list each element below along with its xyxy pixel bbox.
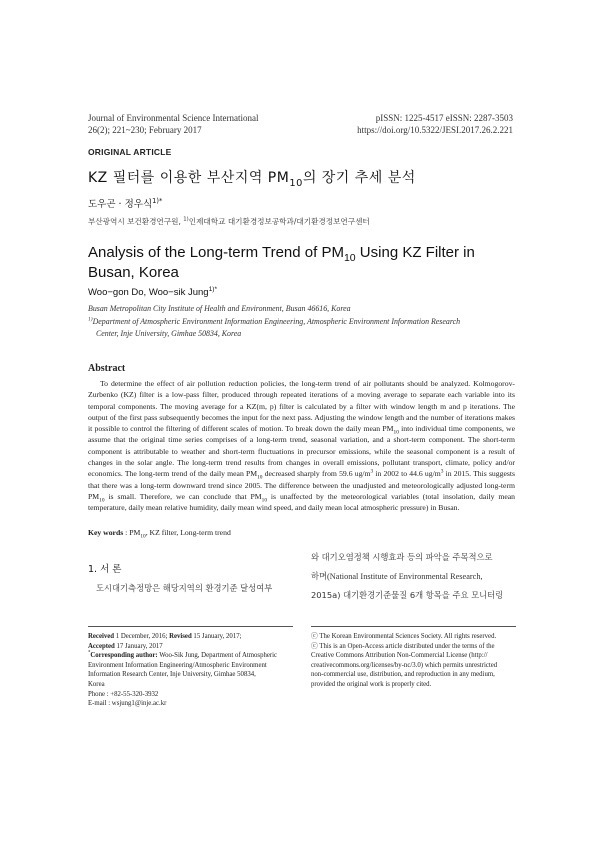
- korean-affiliation: [88, 216, 370, 227]
- abstract-text-7: is unaffected by the meteorological variables (total insolation, daily mean temperature, daily mean relative humidity, daily mean wind speed, and daily mean local atmospheric pressure) in Busan.: [88, 491, 515, 513]
- corresponding-line: Environment Information Engineering/Atmospheric Environment: [88, 661, 267, 669]
- journal-header: [88, 112, 258, 136]
- english-title-line1: [88, 243, 475, 263]
- affiliation-1: Busan Metropolitan City Institute of Health and Environment, Busan 46616, Korea: [88, 304, 351, 313]
- abstract-text-4: in 2002 to 44.6 ug/m: [373, 469, 441, 479]
- english-authors: [88, 287, 217, 298]
- accepted-line: [88, 642, 295, 652]
- journal-name: Journal of Environmental Science International: [88, 113, 259, 123]
- revised-label: Revised: [169, 633, 192, 640]
- footnote-rule-right: [311, 626, 516, 627]
- abstract-sup-3: 3: [370, 468, 374, 475]
- english-authors-text: Woo−gon Do, Woo−sik Jung: [88, 287, 209, 298]
- revised-date: 15 January, 2017;: [191, 633, 242, 640]
- corresponding-text: Woo-Sik Jung, Department of Atmospheric: [157, 652, 278, 660]
- english-title: [88, 243, 475, 283]
- affiliation-2-sup: 1): [88, 315, 93, 322]
- received-date: 1 December, 2016;: [114, 633, 170, 640]
- license-line: provided the original work is properly cited.: [311, 680, 432, 688]
- license-line: non-commercial use, distribution, and reproduction in any medium,: [311, 671, 495, 679]
- corresponding-sup: *: [88, 650, 91, 656]
- doi-link[interactable]: https://doi.org/10.5322/JESI.2017.26.2.221: [357, 125, 513, 135]
- english-title-post: Using KZ Filter in: [355, 244, 475, 261]
- body-right-line: 하며(National Institute of Environmental Research,: [311, 572, 483, 581]
- corresponding-line: Information Research Center, Inje University, Gimhae 50834,: [88, 671, 256, 679]
- abstract-body: [88, 378, 515, 514]
- body-left-column: [88, 579, 293, 598]
- korean-title-text-end: 의 장기 추세 분석: [302, 170, 416, 186]
- abstract-text-3: decreased sharply from 59.6 ug/m: [262, 469, 371, 479]
- body-right-line: 와 대기오염정책 시행효과 등의 파악을 주목적으로: [311, 552, 493, 562]
- keywords: [88, 528, 231, 540]
- abstract-sub-2: 10: [257, 474, 263, 481]
- license-line: creativecommons.org/licenses/by-nc/3.0) which permits unrestricted: [311, 661, 498, 669]
- footnote-right: [311, 632, 518, 690]
- corresponding-line: [88, 651, 295, 661]
- abstract-sub-5: 10: [99, 497, 105, 504]
- korean-authors-sup: 1)*: [152, 196, 163, 205]
- abstract-text-6: is small. Therefore, we can conclude that PM: [104, 491, 262, 501]
- english-title-pre: Analysis of the Long-term Trend of PM: [88, 244, 344, 261]
- abstract-sup-4: 3: [440, 468, 444, 475]
- body-left-line: 도시대기측정망은 해당지역의 환경기준 달성여부: [96, 583, 273, 593]
- abstract-text-1: To determine the effect of air pollution reduction policies, the long-term trend of air pollutants should be analyzed. Kolmogorov-Zurbenko (KZ) filter is a low-pass filter, produced through repeated iterations of a moving average to separate each variable into its temporal components. The moving average for a KZ(m, p) filter is calculated by a filter with window length m and p iterations. The output of the first pass subsequently becomes the input for the next pass. Adjusting the window length and the number of iterations makes it possible to control the filtering of different scales of motion. To break down the daily mean PM: [88, 379, 515, 434]
- keywords-label: Key words: [88, 528, 124, 537]
- abstract-paragraph: [88, 378, 515, 514]
- body-right-column: [311, 548, 516, 605]
- korean-affiliation-a: 부산광역시 보건환경연구원,: [88, 217, 184, 226]
- abstract-sub-1: 10: [393, 429, 399, 436]
- korean-authors: [88, 196, 162, 210]
- korean-authors-text: 도우곤 · 정우식: [88, 199, 153, 210]
- license-line: Creative Commons Attribution Non-Commercial License (http://: [311, 652, 488, 660]
- corresponding-label: Corresponding author:: [90, 652, 158, 660]
- accepted-label: Accepted: [88, 642, 115, 650]
- footnote-left: [88, 632, 295, 709]
- received-label: Received: [88, 633, 115, 640]
- english-authors-sup: 1)*: [208, 285, 218, 293]
- korean-title-text: KZ 필터를 이용한 부산지역 PM: [88, 170, 290, 186]
- abstract-text-2: into individual time components, we assume that the original time series comprises of a long-term trend, seasonal variation, and a short-term component. The short-term component is attributable to weather and short-term fluctuations in precursor emissions, while the seasonal component is a result of changes in the solar angle. The long-term trend results from changes in overall emissions, pollutant transport, climate, policy and/or economics. The long-term trend of the daily mean PM: [88, 424, 515, 479]
- affiliation-2-line1: Department of Atmospheric Environment Information Engineering, Atmospheric Environment Information Research: [92, 316, 461, 326]
- english-title-line2: Busan, Korea: [88, 264, 179, 281]
- affiliation-2: [88, 316, 518, 329]
- body-right-line: 2015a) 대기환경기준물질 6개 항목을 주요 모니터링: [311, 590, 504, 600]
- article-type: ORIGINAL ARTICLE: [88, 147, 172, 157]
- accepted-date: 17 January, 2017: [114, 642, 163, 650]
- section-heading: 1. 서 론: [88, 564, 122, 575]
- license-line: ⓒ This is an Open-Access article distributed under the terms of the: [311, 642, 495, 650]
- journal-ids: [357, 112, 513, 136]
- korean-title-sub: 10: [289, 177, 303, 189]
- korean-title: [88, 167, 416, 187]
- corresponding-line: Korea: [88, 680, 105, 688]
- abstract-sub-6: 10: [261, 497, 267, 504]
- email-link[interactable]: E-mail : wsjung1@inje.ac.kr: [88, 700, 167, 708]
- copyright-line: ⓒ The Korean Environmental Sciences Society. All rights reserved.: [311, 633, 497, 640]
- english-title-sub: 10: [343, 252, 356, 264]
- abstract-heading: Abstract: [88, 363, 126, 374]
- korean-affiliation-b: 인제대학교 대기환경정보공학과/대기환경정보연구센터: [188, 217, 370, 226]
- affiliation-2-cont: Center, Inje University, Gimhae 50834, Korea: [96, 329, 242, 338]
- received-line: [88, 632, 295, 642]
- english-affiliations: [88, 303, 518, 341]
- phone: Phone : +82-55-320-3932: [88, 690, 159, 698]
- keywords-post: , KZ filter, Long-term trend: [145, 528, 231, 537]
- keywords-pre: : PM: [123, 528, 141, 537]
- journal-volume: 26(2); 221~230; February 2017: [88, 125, 202, 135]
- korean-affiliation-sup: 1): [183, 216, 189, 223]
- keywords-sub: 10: [140, 533, 146, 540]
- abstract-text-5: in 2015. This suggests that there was a long-term downward trend since 2005. The difference between the unadjusted and meteorologically adjusted long-term PM: [88, 469, 515, 501]
- footnote-rule-left: [88, 626, 293, 627]
- issn: pISSN: 1225-4517 eISSN: 2287-3503: [375, 113, 513, 123]
